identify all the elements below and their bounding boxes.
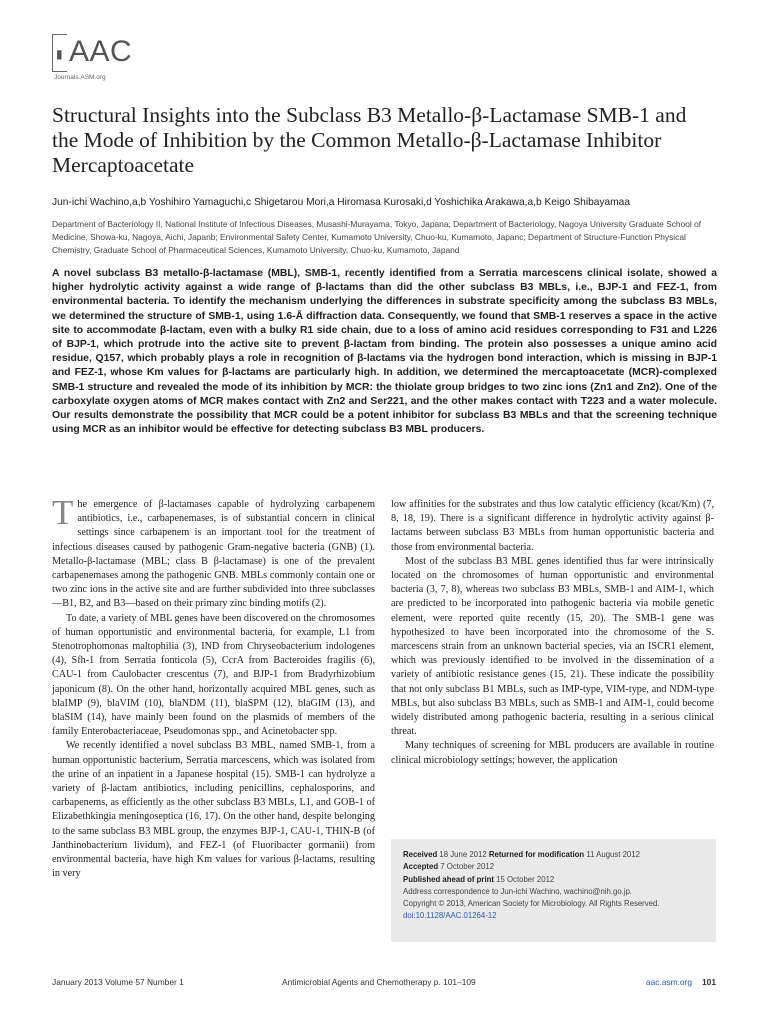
body-paragraph-text: he emergence of β-lactamases capable of hydrolyzing carbapenem antibiotics, i.e., carbapenemases, is of substantial concern in clinical settings since carbapenem is an important tool for the treatment of infectious diseases caused by pathogenic Gram-negative bacteria (GNB) (1). Metallo-β-lactamase (MBL; class B β-lactamase) is one of the prevalent carbapenemases among the pathogenic GNB. MBLs commonly contain one or two zinc ions in the active site and are further subdivided into three subclasses—B1, B2, and B3—based on their primary zinc binding motifs (2). <box>52 499 375 610</box>
footer-issue: January 2013 Volume 57 Number 1 <box>52 977 184 987</box>
published-label: Published ahead of print <box>403 874 494 884</box>
logo-name: AAC <box>69 35 133 68</box>
page-number: 101 <box>702 977 716 987</box>
author-list: Jun-ichi Wachino,a,b Yoshihiro Yamaguchi,c Shigetarou Mori,a Hiromasa Kurosaki,d Yoshichika Arakawa,a,b Keigo Shibayamaa <box>52 197 630 208</box>
footer-right <box>646 977 716 987</box>
page-footer <box>52 977 716 991</box>
article-title: Structural Insights into the Subclass B3 Metallo-β-Lactamase SMB-1 and the Mode of Inhibition by the Common Metallo-β-Lactamase Inhibitor Mercaptoacetate <box>52 103 687 177</box>
body-column-right <box>391 498 714 768</box>
footer-site-link[interactable]: aac.asm.org <box>645 977 693 987</box>
journal-logo <box>52 34 132 90</box>
copyright-notice: Copyright © 2013, American Society for Microbiology. All Rights Reserved. <box>403 899 660 909</box>
affiliations: Department of Bacteriology II, National Institute of Infectious Diseases, Musashi-Murayama, Tokyo, Japana; Department of Bacteriology, Nagoya University Graduate School of Medicine, Showa-ku, Nagoya, Aichi, Japanb; Environmental Safety Center, Kumamoto University, Chuo-ku, Kumamoto, Japanc; Department of Structure-Function Physical Chemistry, Graduate School of Pharmaceutical Sciences, Kumamoto University, Chuo-ku, Kumamoto, Japand <box>52 219 702 255</box>
accepted-date: 7 October 2012 <box>440 862 495 872</box>
article-info-box <box>391 839 716 942</box>
correspondence-address: Address correspondence to Jun-ichi Wachino, wachino@nih.go.jp. <box>403 886 633 896</box>
doi-link[interactable]: doi:10.1128/AAC.01264-12 <box>403 911 497 921</box>
body-paragraph: low affinities for the substrates and thus low catalytic efficiency (kcat/Km) (7, 8, 18, 19). There is a significant difference in hydrolytic activity against β-lactams between subclass B3 MBLs from human opportunistic bacteria and those from environmental bacteria. <box>391 499 714 553</box>
received-line <box>403 849 704 861</box>
abstract: A novel subclass B3 metallo-β-lactamase (MBL), SMB-1, recently identified from a Serratia marcescens clinical isolate, showed a higher hydrolytic activity against a wide range of β-lactams than did the other subclass B3 MBLs, i.e., BJP-1 and FEZ-1, from environmental bacteria. To identify the mechanism underlying the differences in substrate specificity among the subclass B3 MBLs, we determined the structure of SMB-1, using 1.6-Å diffraction data. Consequently, we found that SMB-1 reserves a space in the active site to accommodate β-lactam, even with a bulky R1 side chain, due to a loss of amino acid residues corresponding to F31 and L226 of BJP-1, which protrude into the active site to prevent β-lactam from binding. The protein also possesses a unique amino acid residue, Q157, which probably plays a role in recognition of β-lactams via the hydrogen bond interaction, which is missing in BJP-1 and FEZ-1, whose Km values for β-lactams are particularly high. In addition, we determined the mercaptoacetate (MCR)-complexed SMB-1 structure and revealed the mode of its inhibition by MCR: the thiolate group bridges to two zinc ions (Zn1 and Zn2). One of the carboxylate oxygen atoms of MCR makes contact with Zn2 and Ser221, and the other makes contact with T223 and a water molecule. Our results demonstrate the possibility that MCR could be a potent inhibitor for subclass B3 MBLs and that the screening technique using MCR as an inhibitor would be effective for detecting subclass B3 MBL producers. <box>52 268 717 436</box>
body-column-left <box>52 493 375 881</box>
body-paragraph: Many techniques of screening for MBL producers are available in routine clinical microbiology settings; however, the application <box>391 740 714 766</box>
drop-cap: T <box>52 493 74 532</box>
logo-glyph-icon: ▮ <box>56 47 63 61</box>
returned-label: Returned for modification <box>488 850 585 859</box>
returned-date: 11 August 2012 <box>586 850 640 859</box>
body-paragraph: To date, a variety of MBL genes have been discovered on the chromosomes of human opportunistic and environmental bacteria, for example, L1 from Stenotrophomonas maltophilia (3), IND from Chryseobacterium indologenes (4), Sfh-1 from Serratia fonticola (5), CcrA from Bacteroides fragilis (6), CAU-1 from Caulobacter crescentus (7), and BJP-1 from Bradyrhizobium japonicum (8). On the other hand, horizontally acquired MBL genes, such as blaIMP (9), blaVIM (10), blaNDM (11), blaSPM (12), blaGIM (13), and blaSIM (14), have mainly been found on the plasmids of members of the family Enterobacteriaceae, Pseudomonas spp., and Acinetobacter spp. <box>52 612 375 738</box>
accepted-label: Accepted <box>403 862 439 872</box>
footer-journal: Antimicrobial Agents and Chemotherapy p. 101–109 <box>282 977 476 987</box>
accepted-line <box>403 861 704 873</box>
received-date: 18 June 2012 <box>439 850 487 859</box>
body-paragraph <box>52 493 375 612</box>
published-line <box>403 874 704 886</box>
published-date: 15 October 2012 <box>496 874 555 884</box>
received-label: Received <box>403 850 438 859</box>
body-paragraph: Most of the subclass B3 MBL genes identified thus far were intrinsically located on the chromosomes of human opportunistic and environmental bacteria (3, 7, 8), whereas two subclass B3 MBLs, SMB-1 and AIM-1, which are predicted to be incorporated into pathogenic bacteria via mobile genetic element, were reported quite recently (15, 20). The SMB-1 gene was hypothesized to have been incorporated into the chromosome of the S. marcescens strain from an unknown bacterial species, via an ISCR1 element, which was previously identified to be involved in the dissemination of a variety of antibiotic resistance genes (15, 21). These indicate the possibility that not only subclass B1 MBLs, such as IMP-type, VIM-type, and NDM-type MBLs, but also subclass B3 MBLs, such as SMB-1 and AIM-1, could become widely distributed among pathogenic bacteria, resulting in a serious clinical threat. <box>391 555 714 738</box>
body-paragraph: We recently identified a novel subclass B3 MBL, named SMB-1, from a human opportunistic bacterium, Serratia marcescens, which was isolated from the urine of an inpatient in a Japanese hospital (15). SMB-1 can hydrolyze a variety of β-lactam antibiotics, including penicillins, cephalosporins, and carbapenems, as efficiently as the other subclass B3 MBLs, L1, and GOB-1 of Elizabethkingia meningoseptica (16, 17). On the other hand, despite belonging to the same subclass B3 MBL group, the enzymes BJP-1, CAU-1, THIN-B (of Janthinobacterium lividum), and FEZ-1 (of Fluoribacter gormanii) from environmental bacteria, have high Km values for various β-lactams, resulting in very <box>52 740 375 880</box>
logo-url: Journals.ASM.org <box>54 74 106 81</box>
